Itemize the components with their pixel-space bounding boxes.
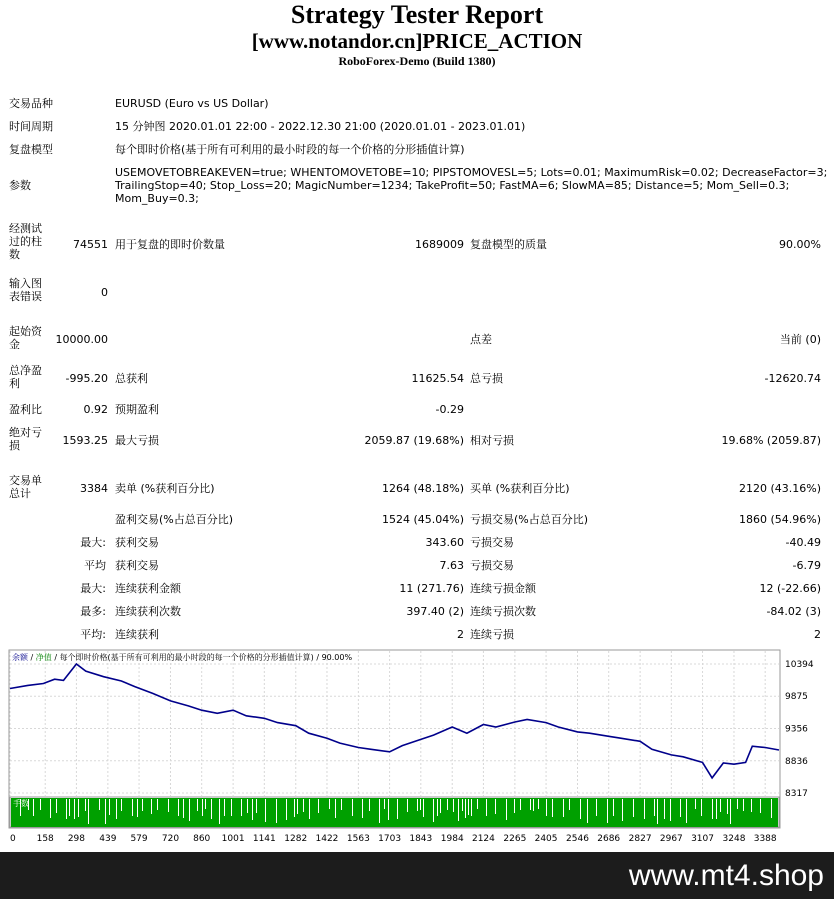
y-tick-label: 9356: [785, 724, 808, 735]
lots-gap: [151, 799, 152, 814]
profit-factor-label: 盈利比: [9, 403, 42, 416]
lots-gap: [530, 799, 531, 810]
lots-gap: [219, 799, 220, 824]
lots-gap: [546, 799, 547, 816]
lots-gap: [142, 799, 143, 811]
errors-value: 0: [101, 286, 108, 299]
profit-trades-value: 1524 (45.04%): [381, 513, 464, 526]
lots-gap: [664, 799, 665, 819]
lots-gap: [506, 799, 507, 820]
lots-gap: [99, 799, 100, 810]
lots-gap: [231, 799, 232, 816]
gross-loss-value: -12620.74: [764, 372, 821, 385]
y-tick-label: 8317: [785, 789, 808, 799]
lots-gap: [384, 799, 385, 809]
rel-drawdown-label: 相对亏损: [470, 434, 514, 447]
ticks-label: 用于复盘的即时价数量: [115, 238, 225, 251]
spread-label: 点差: [470, 333, 492, 346]
lots-gap: [309, 799, 310, 819]
lots-gap: [252, 799, 253, 820]
server-build: RoboForex-Demo (Build 1380): [338, 54, 496, 68]
lots-gap: [417, 799, 418, 811]
lots-gap: [458, 799, 459, 821]
y-axis-ticks: [785, 660, 814, 799]
x-tick-label: 439: [99, 834, 117, 844]
quality-value: 90.00%: [779, 238, 821, 251]
spread-value: 当前 (0): [779, 333, 821, 346]
x-tick-label: 298: [67, 834, 86, 844]
x-tick-label: 2967: [659, 834, 683, 844]
x-axis-ticks: [10, 834, 777, 844]
lots-gap: [730, 799, 731, 824]
loss-trades-label: 亏损交易(%占总百分比): [470, 513, 589, 526]
cons-loss-count-label: 连续亏损次数: [470, 605, 536, 618]
params-line-3: Mom_Buy=0.3;: [115, 192, 199, 205]
lots-gap: [189, 799, 190, 821]
deposit-value: 10000.00: [55, 333, 108, 346]
x-tick-label: 1984: [440, 834, 464, 844]
params-line-1: USEMOVETOBREAKEVEN=true; WHENTOMOVETOBE=10; PIPSTOMOVESL=5; Lots=0.01; MaximumRisk=0.02; DecreaseFactor=3;: [115, 166, 828, 179]
lots-gap: [397, 799, 398, 819]
x-tick-label: 3388: [753, 834, 777, 844]
lots-gap: [433, 799, 434, 822]
lots-gap: [596, 799, 597, 816]
largest-prefix: 最大:: [80, 536, 106, 549]
legend-balance: 余额: [12, 653, 28, 662]
lots-gap: [256, 799, 257, 813]
lots-gap: [771, 799, 772, 818]
quality-label: 复盘模型的质量: [470, 238, 547, 251]
lots-gap: [286, 799, 287, 820]
most-consecutive-prefix: 最多:: [80, 605, 106, 618]
x-tick-label: 1703: [378, 834, 402, 844]
lots-gap: [607, 799, 608, 823]
x-tick-label: 1001: [221, 834, 245, 844]
x-tick-label: 860: [193, 834, 211, 844]
lots-gap: [654, 799, 655, 816]
lots-gap: [352, 799, 353, 816]
lots-gap: [563, 799, 564, 817]
params-line-2: TrailingStop=40; Stop_Loss=20; MagicNumber=1234; TakeProfit=50; FastMA=6; SlowMA=85; Distance=5; Mom_Sell=0.3;: [115, 179, 790, 192]
lots-gap: [329, 799, 330, 809]
x-tick-label: 2546: [566, 834, 589, 844]
average-prefix: 平均: [84, 559, 106, 572]
lots-gap: [420, 799, 421, 810]
lots-gap: [69, 799, 70, 816]
lots-gap: [727, 799, 728, 814]
lots-gap: [737, 799, 738, 809]
params-label: 参数: [9, 179, 31, 192]
rel-drawdown-value: 19.68% (2059.87): [721, 434, 821, 447]
lots-gap: [78, 799, 79, 817]
lots-label: 手数: [13, 799, 29, 808]
lots-gap: [105, 799, 106, 824]
loss-trades-value: 1860 (54.96%): [738, 513, 821, 526]
x-tick-label: 1843: [409, 834, 433, 844]
x-tick-label: 579: [130, 834, 148, 844]
short-positions-value: 1264 (48.18%): [381, 482, 464, 495]
lots-gap: [613, 799, 614, 816]
period-value: 15 分钟图 2020.01.01 22:00 - 2022.12.30 21:00 (2020.01.01 - 2023.01.01): [115, 120, 526, 133]
model-value: 每个即时价格(基于所有可利用的最小时段的每一个价格的分形插值计算): [115, 143, 465, 156]
legend-equity: 净值: [35, 653, 52, 662]
lots-gap: [132, 799, 133, 816]
lots-gap: [205, 799, 206, 809]
total-trades-value: 3384: [80, 482, 108, 495]
lots-gap: [440, 799, 441, 813]
lots-gap: [495, 799, 496, 814]
cons-win-amount-label: 连续获利金额: [115, 582, 181, 595]
lots-gap: [701, 799, 702, 816]
lots-gap: [341, 799, 342, 810]
x-tick-label: 720: [161, 834, 180, 844]
lots-gap: [247, 799, 248, 813]
long-positions-label: 买单 (%获利百分比): [470, 482, 570, 495]
gross-profit-value: 11625.54: [411, 372, 464, 385]
abs-drawdown-value: 1593.25: [62, 434, 108, 447]
report-subtitle: [www.notandor.cn]PRICE_ACTION: [251, 29, 583, 53]
report-title: Strategy Tester Report: [290, 0, 544, 29]
cons-loss-count-value: -84.02 (3): [766, 605, 821, 618]
lots-gap: [468, 799, 469, 815]
lots-gap: [453, 799, 454, 812]
max-consecutive-prefix: 最大:: [80, 582, 106, 595]
y-tick-label: 8836: [785, 756, 808, 767]
chart-legend: [12, 653, 352, 663]
profit-trades-label: 盈利交易(%占总百分比): [115, 513, 234, 526]
symbol-value: EURUSD (Euro vs US Dollar): [115, 97, 269, 110]
lots-gap: [633, 799, 634, 817]
lots-gap: [168, 799, 169, 812]
short-positions-label: 卖单 (%获利百分比): [115, 482, 215, 495]
lots-gap: [437, 799, 438, 816]
net-profit-label: 总净盈利: [9, 364, 42, 390]
lots-gap: [276, 799, 277, 823]
x-tick-label: 1563: [346, 834, 370, 844]
legend-separator: /: [28, 653, 36, 662]
largest-loss-label: 亏损交易: [470, 536, 514, 549]
avg-cons-loss-value: 2: [814, 628, 821, 641]
lots-gap: [520, 799, 521, 810]
max-drawdown-label: 最大亏损: [115, 434, 159, 447]
lots-gap: [569, 799, 570, 810]
gross-loss-label: 总亏损: [470, 372, 503, 385]
lots-gap: [580, 799, 581, 819]
lots-gap: [88, 799, 89, 824]
model-label: 复盘模型: [9, 143, 53, 156]
errors-label: 输入图表错误: [9, 277, 42, 303]
lots-gap: [178, 799, 179, 816]
cons-win-count-value: 397.40 (2): [406, 605, 464, 618]
lots-gap: [423, 799, 424, 817]
x-tick-label: 158: [36, 834, 54, 844]
largest-win-label: 获利交易: [115, 536, 159, 549]
lots-gap: [751, 799, 752, 812]
lots-gap: [74, 799, 75, 819]
bars-label: 经测试过的柱数: [9, 222, 42, 261]
lots-gap: [644, 799, 645, 819]
deposit-label: 起始资金: [9, 325, 42, 351]
ticks-value: 1689009: [415, 238, 464, 251]
expected-payoff-value: -0.29: [435, 403, 464, 416]
lots-gap: [40, 799, 41, 810]
period-label: 时间周期: [9, 120, 53, 133]
net-profit-value: -995.20: [65, 372, 108, 385]
max-drawdown-value: 2059.87 (19.68%): [364, 434, 464, 447]
lots-gap: [465, 799, 466, 818]
lots-gap: [471, 799, 472, 816]
profit-factor-value: 0.92: [83, 403, 108, 416]
lots-gap: [477, 799, 478, 809]
cons-win-count-label: 连续获利次数: [115, 605, 181, 618]
lots-gap: [743, 799, 744, 811]
x-tick-label: 1422: [315, 834, 339, 844]
lots-gap: [66, 799, 67, 819]
gross-profit-label: 总获利: [115, 372, 148, 385]
lots-gap: [157, 799, 158, 810]
largest-win-value: 343.60: [425, 536, 464, 549]
x-tick-label: 2686: [597, 834, 621, 844]
lots-gap: [716, 799, 717, 819]
lots-gap: [294, 799, 295, 817]
lots-gap: [318, 799, 319, 813]
cons-loss-amount-value: 12 (-22.66): [759, 582, 821, 595]
footer-bar: [0, 852, 834, 899]
lots-gap: [33, 799, 34, 816]
lots-gap: [712, 799, 713, 819]
lots-gap: [85, 799, 86, 811]
x-tick-label: 2827: [628, 834, 652, 844]
lots-gap: [297, 799, 298, 814]
lots-gap: [686, 799, 687, 823]
average-consecutive-prefix: 平均:: [80, 628, 106, 641]
lots-gap: [447, 799, 448, 810]
lots-gap: [183, 799, 184, 818]
lots-gap: [552, 799, 553, 817]
lots-gap: [538, 799, 539, 809]
avg-loss-label: 亏损交易: [470, 559, 514, 572]
avg-cons-win-value: 2: [457, 628, 464, 641]
lots-gap: [587, 799, 588, 823]
lots-gap: [224, 799, 225, 816]
total-trades-label: 交易单总计: [9, 474, 42, 500]
lots-gap: [137, 799, 138, 817]
y-tick-label: 9875: [785, 692, 808, 703]
avg-win-value: 7.63: [439, 559, 464, 572]
symbol-label: 交易品种: [9, 97, 53, 110]
expected-payoff-label: 预期盈利: [115, 403, 159, 416]
bars-value: 74551: [73, 238, 108, 251]
avg-cons-win-label: 连续获利: [115, 628, 159, 641]
abs-drawdown-label: 绝对亏损: [9, 426, 42, 452]
avg-cons-loss-label: 连续亏损: [470, 628, 514, 641]
lots-gap: [695, 799, 696, 809]
long-positions-value: 2120 (43.16%): [738, 482, 821, 495]
y-tick-label: 10394: [785, 660, 814, 670]
legend-model: / 每个即时价格(基于所有可利用的最小时段的每一个价格的分形插值计算) / 90.00%: [51, 653, 353, 662]
lots-gap: [486, 799, 487, 816]
lots-gap: [109, 799, 110, 815]
lots-gap: [657, 799, 658, 824]
cons-win-amount-value: 11 (271.76): [399, 582, 464, 595]
lots-gap: [50, 799, 51, 818]
lots-gap: [202, 799, 203, 816]
lots-gap: [760, 799, 761, 813]
x-tick-label: 2124: [471, 834, 495, 844]
x-tick-label: 0: [10, 834, 16, 844]
lots-gap: [211, 799, 212, 819]
x-tick-label: 2265: [503, 834, 527, 844]
lots-gap: [533, 799, 534, 811]
lots-gap: [197, 799, 198, 811]
x-tick-label: 1282: [284, 834, 308, 844]
lots-gap: [335, 799, 336, 818]
lots-gap: [303, 799, 304, 812]
lots-gap: [514, 799, 515, 813]
x-tick-label: 3107: [691, 834, 714, 844]
lots-gap: [670, 799, 671, 821]
lots-gap: [265, 799, 266, 822]
x-tick-label: 2405: [534, 834, 558, 844]
x-tick-label: 3248: [722, 834, 746, 844]
avg-loss-value: -6.79: [792, 559, 821, 572]
lots-gap: [369, 799, 370, 811]
lots-gap: [462, 799, 463, 811]
lots-gap: [241, 799, 242, 816]
largest-loss-value: -40.49: [785, 536, 821, 549]
avg-win-label: 获利交易: [115, 559, 159, 572]
x-tick-label: 1141: [252, 834, 276, 844]
lots-gap: [379, 799, 380, 823]
lots-gap: [622, 799, 623, 821]
lots-gap: [362, 799, 363, 818]
lots-gap: [720, 799, 721, 812]
lots-gap: [407, 799, 408, 812]
lots-gap: [680, 799, 681, 817]
lots-gap: [56, 799, 57, 813]
lots-gap: [121, 799, 122, 811]
footer-watermark: www.mt4.shop: [628, 859, 824, 892]
lots-gap: [116, 799, 117, 819]
cons-loss-amount-label: 连续亏损金额: [470, 582, 536, 595]
lots-bar: [11, 798, 778, 827]
lots-gap: [388, 799, 389, 820]
